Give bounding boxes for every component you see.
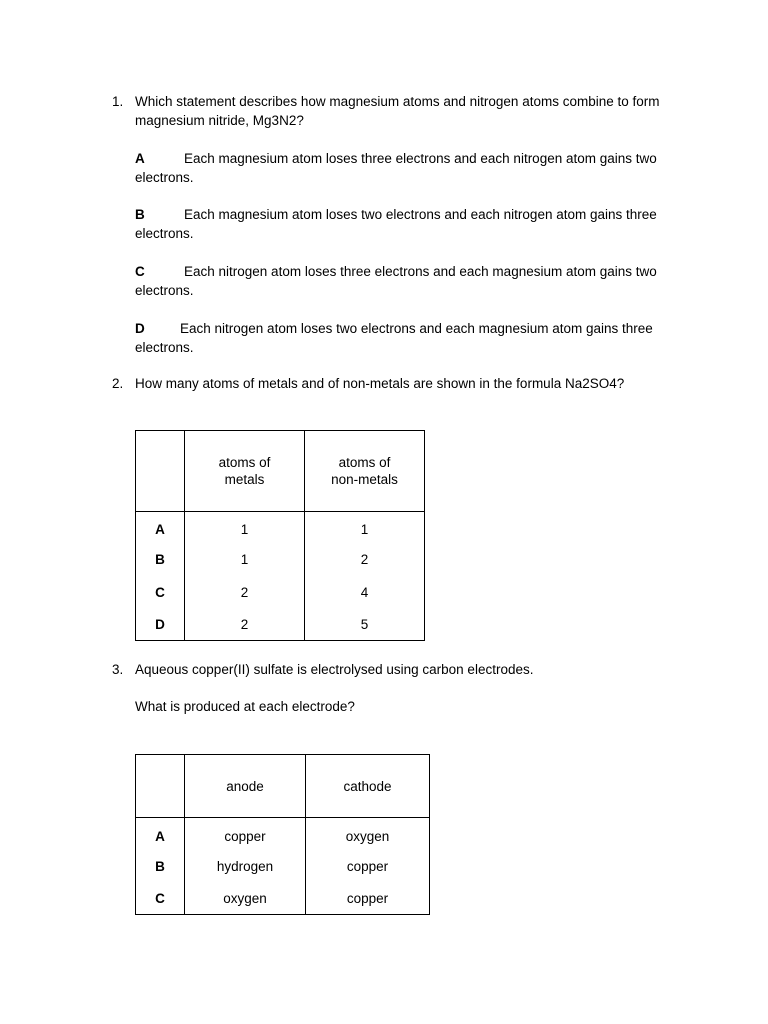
table-row bbox=[136, 850, 430, 883]
column-header-line: atoms of bbox=[338, 455, 391, 470]
question-1-number: 1. bbox=[112, 94, 124, 109]
metals-cell: 1 bbox=[185, 512, 305, 543]
column-header-line: metals bbox=[224, 472, 265, 487]
non-metals-cell: 2 bbox=[305, 543, 425, 576]
row-letter: B bbox=[136, 850, 185, 883]
anode-cell: copper bbox=[185, 818, 306, 850]
question-1-text-line-1: Which statement describes how magnesium atoms and nitrogen atoms combine to form bbox=[135, 94, 660, 109]
non-metals-cell: 4 bbox=[305, 576, 425, 609]
question-3-subtext: What is produced at each electrode? bbox=[135, 699, 355, 714]
cathode-cell: copper bbox=[306, 850, 430, 883]
question-3-number: 3. bbox=[112, 662, 124, 677]
question-3-text: Aqueous copper(II) sulfate is electrolysed using carbon electrodes. bbox=[135, 662, 534, 677]
option-text-cont: electrons. bbox=[135, 340, 194, 355]
question-1-option-d bbox=[135, 319, 680, 357]
column-header-anode: anode bbox=[185, 755, 306, 818]
question-1-option-a bbox=[135, 149, 680, 187]
option-letter: A bbox=[135, 151, 145, 166]
option-text: Each nitrogen atom loses two electrons and each magnesium atom gains three bbox=[180, 321, 653, 336]
metals-cell: 2 bbox=[185, 609, 305, 641]
column-header-metals bbox=[185, 431, 305, 512]
question-2-text: How many atoms of metals and of non-metals are shown in the formula Na2SO4? bbox=[135, 376, 625, 391]
question-3-table bbox=[135, 754, 430, 915]
cathode-cell: copper bbox=[306, 883, 430, 915]
option-text: Each nitrogen atom loses three electrons and each magnesium atom gains two bbox=[184, 264, 657, 279]
metals-cell: 2 bbox=[185, 576, 305, 609]
table-corner bbox=[136, 431, 185, 512]
question-1-option-c bbox=[135, 262, 680, 300]
cathode-cell: oxygen bbox=[306, 818, 430, 850]
row-letter: C bbox=[136, 576, 185, 609]
table-corner bbox=[136, 755, 185, 818]
question-1-option-b bbox=[135, 205, 680, 243]
question-2-number: 2. bbox=[112, 376, 124, 391]
table-row bbox=[136, 576, 425, 609]
anode-cell: hydrogen bbox=[185, 850, 306, 883]
anode-cell: oxygen bbox=[185, 883, 306, 915]
table-row bbox=[136, 883, 430, 915]
row-letter: A bbox=[136, 818, 185, 850]
column-header-cathode: cathode bbox=[306, 755, 430, 818]
question-2-table bbox=[135, 430, 425, 641]
option-text: Each magnesium atom loses three electrons and each nitrogen atom gains two bbox=[184, 151, 657, 166]
table-row bbox=[136, 818, 430, 850]
column-header-line: non-metals bbox=[331, 472, 398, 487]
row-letter: C bbox=[136, 883, 185, 915]
non-metals-cell: 5 bbox=[305, 609, 425, 641]
table-row bbox=[136, 543, 425, 576]
option-text-cont: electrons. bbox=[135, 283, 194, 298]
row-letter: D bbox=[136, 609, 185, 641]
option-text: Each magnesium atom loses two electrons and each nitrogen atom gains three bbox=[184, 207, 657, 222]
column-header-non-metals bbox=[305, 431, 425, 512]
option-text-cont: electrons. bbox=[135, 226, 194, 241]
column-header-line: atoms of bbox=[218, 455, 271, 470]
row-letter: B bbox=[136, 543, 185, 576]
table-row bbox=[136, 512, 425, 543]
metals-cell: 1 bbox=[185, 543, 305, 576]
option-text-cont: electrons. bbox=[135, 170, 194, 185]
option-letter: D bbox=[135, 321, 145, 336]
row-letter: A bbox=[136, 512, 185, 543]
non-metals-cell: 1 bbox=[305, 512, 425, 543]
table-row bbox=[136, 609, 425, 641]
option-letter: C bbox=[135, 264, 145, 279]
option-letter: B bbox=[135, 207, 145, 222]
question-1-text-line-2: magnesium nitride, Mg3N2? bbox=[135, 113, 304, 128]
